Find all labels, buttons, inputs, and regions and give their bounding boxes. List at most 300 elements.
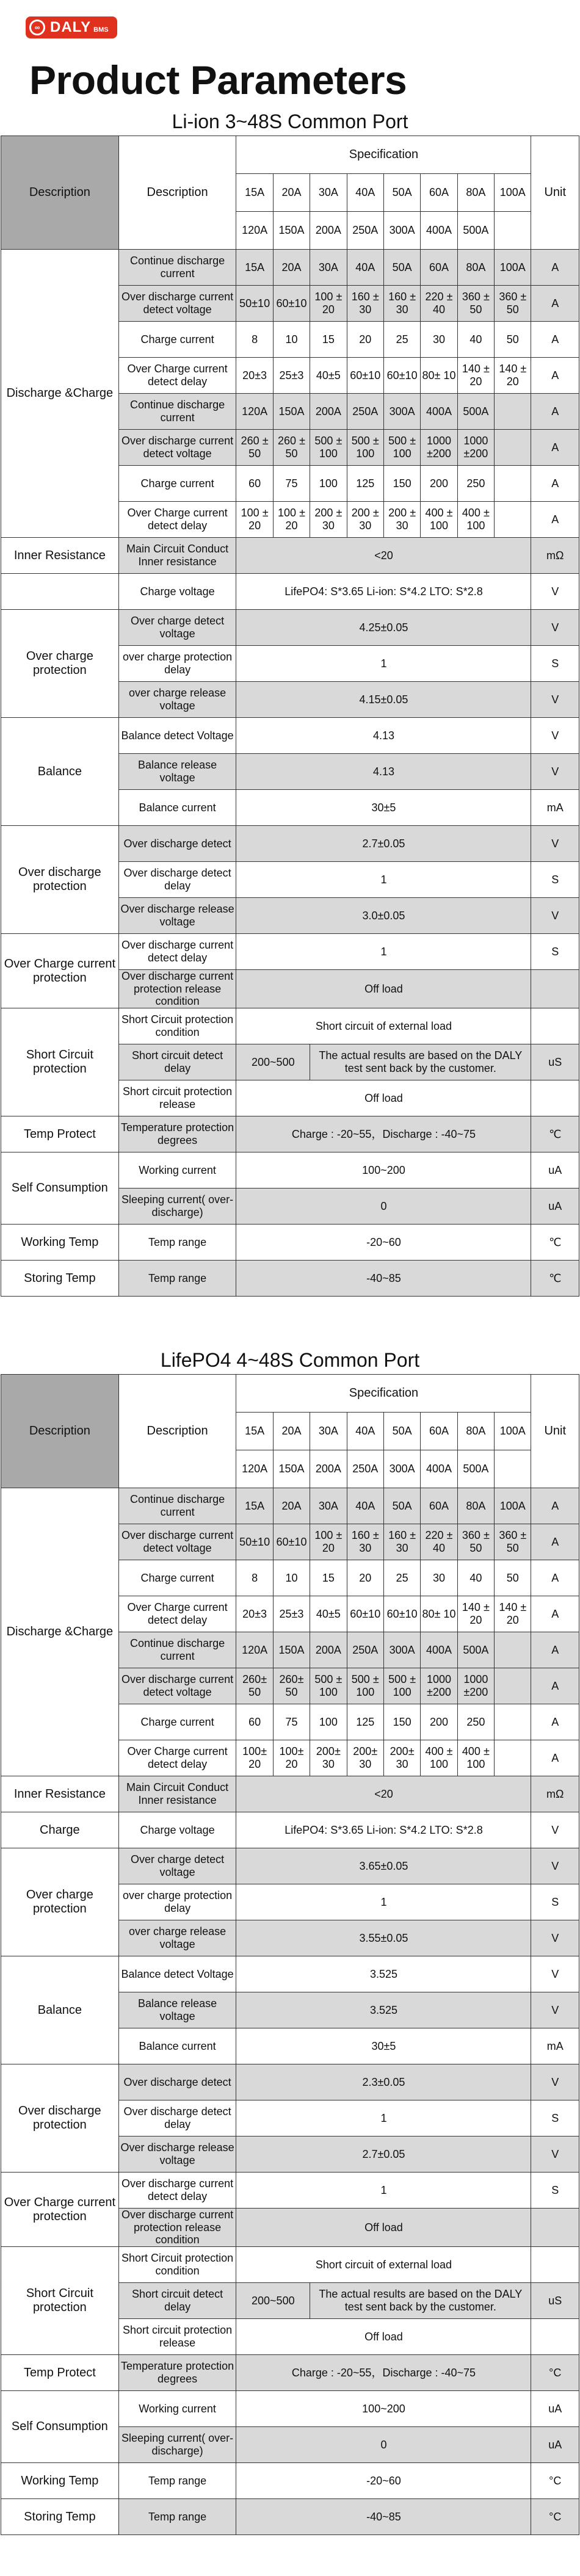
parameter-label: Over Charge current detect delay bbox=[118, 1596, 236, 1632]
parameter-value: <20 bbox=[236, 1776, 531, 1812]
description-header: Description bbox=[118, 136, 236, 250]
parameter-value: 4.25±0.05 bbox=[236, 610, 531, 646]
parameter-value: 15A bbox=[236, 1488, 273, 1524]
parameter-value: Short circuit of external load bbox=[236, 2247, 531, 2283]
parameter-label: Over discharge current detect voltage bbox=[118, 430, 236, 466]
table-row bbox=[1, 1812, 579, 1848]
parameter-label: over charge release voltage bbox=[118, 682, 236, 718]
parameter-value: 3.525 bbox=[236, 1992, 531, 2028]
unit-cell: V bbox=[531, 1848, 579, 1884]
parameter-label: Over discharge detect bbox=[118, 826, 236, 862]
parameter-label: Short circuit protection release bbox=[118, 1080, 236, 1116]
parameter-value: 15 bbox=[310, 322, 347, 358]
parameter-value: Off load bbox=[236, 2319, 531, 2355]
parameter-value: 60±10 bbox=[383, 1596, 420, 1632]
parameter-value: 4.15±0.05 bbox=[236, 682, 531, 718]
parameter-value: 60±10 bbox=[347, 1596, 383, 1632]
unit-cell: A bbox=[531, 286, 579, 322]
category-label: Storing Temp bbox=[1, 1261, 119, 1297]
current-rating: 30A bbox=[310, 174, 347, 212]
parameter-value: 125 bbox=[347, 466, 383, 502]
table-row bbox=[1, 610, 579, 646]
parameter-label: Temperature protection degrees bbox=[118, 1116, 236, 1152]
parameter-label: Continue discharge current bbox=[118, 250, 236, 286]
current-rating: 400A bbox=[421, 212, 457, 250]
unit-cell: V bbox=[531, 1812, 579, 1848]
parameter-label: Continue discharge current bbox=[118, 1632, 236, 1668]
parameter-value: 30±5 bbox=[236, 790, 531, 826]
parameter-value: 2.7±0.05 bbox=[236, 826, 531, 862]
parameter-value: 100± 20 bbox=[273, 1740, 310, 1776]
parameter-value: Off load bbox=[236, 2209, 531, 2247]
current-rating: 80A bbox=[457, 174, 494, 212]
unit-cell: A bbox=[531, 502, 579, 538]
parameter-value: 25 bbox=[383, 1560, 420, 1596]
current-rating: 60A bbox=[421, 1413, 457, 1450]
table-row bbox=[1, 1008, 579, 1044]
unit-cell: V bbox=[531, 2136, 579, 2173]
unit-cell bbox=[531, 2247, 579, 2283]
parameter-value: 360 ± 50 bbox=[495, 286, 531, 322]
parameter-label: Temperature protection degrees bbox=[118, 2355, 236, 2391]
parameter-value: 125 bbox=[347, 1704, 383, 1740]
parameter-value: 1 bbox=[236, 934, 531, 970]
parameter-value: 1 bbox=[236, 2173, 531, 2209]
parameter-label: Balance current bbox=[118, 790, 236, 826]
parameter-value: 120A bbox=[236, 1632, 273, 1668]
parameter-value: 40 bbox=[457, 322, 494, 358]
table-row bbox=[1, 934, 579, 970]
unit-cell: mΩ bbox=[531, 1776, 579, 1812]
parameter-value: 60±10 bbox=[273, 286, 310, 322]
daly-logo bbox=[26, 16, 117, 38]
table-row bbox=[1, 250, 579, 286]
current-rating: 120A bbox=[236, 212, 273, 250]
parameter-label: Over discharge detect delay bbox=[118, 862, 236, 898]
specification-header: Specification bbox=[236, 1375, 531, 1413]
parameter-value bbox=[495, 394, 531, 430]
parameter-value: 2.7±0.05 bbox=[236, 2136, 531, 2173]
parameter-value: 100 ± 20 bbox=[236, 502, 273, 538]
parameter-value: 250A bbox=[347, 394, 383, 430]
parameter-label: Main Circuit Conduct Inner resistance bbox=[118, 1776, 236, 1812]
parameter-value: 1000 ±200 bbox=[421, 430, 457, 466]
unit-cell: mA bbox=[531, 2028, 579, 2064]
parameter-value: 80A bbox=[457, 1488, 494, 1524]
unit-cell: S bbox=[531, 2173, 579, 2209]
category-label: Over discharge protection bbox=[1, 826, 119, 934]
table-row bbox=[1, 1225, 579, 1261]
parameter-value: 200 bbox=[421, 1704, 457, 1740]
parameter-value: 20 bbox=[347, 322, 383, 358]
parameter-value: 10 bbox=[273, 322, 310, 358]
parameter-label: Sleeping current( over-discharge) bbox=[118, 2427, 236, 2463]
current-rating: 50A bbox=[383, 1413, 420, 1450]
parameter-value: 220 ± 40 bbox=[421, 286, 457, 322]
table-row bbox=[1, 1261, 579, 1297]
current-rating: 15A bbox=[236, 1413, 273, 1450]
category-label: Over Charge current protection bbox=[1, 934, 119, 1008]
category-label: Over Charge current protection bbox=[1, 2173, 119, 2247]
parameter-value: 250 bbox=[457, 466, 494, 502]
parameter-value: 250A bbox=[347, 1632, 383, 1668]
parameter-value: 100A bbox=[495, 1488, 531, 1524]
unit-cell bbox=[531, 1008, 579, 1044]
current-rating: 20A bbox=[273, 1413, 310, 1450]
table-row bbox=[1, 2173, 579, 2209]
parameter-label: Charge current bbox=[118, 1704, 236, 1740]
parameter-label: Over discharge current protection release condition bbox=[118, 970, 236, 1008]
unit-cell: S bbox=[531, 2100, 579, 2136]
parameter-value: 10 bbox=[273, 1560, 310, 1596]
parameter-value: 50 bbox=[495, 1560, 531, 1596]
unit-cell: uA bbox=[531, 1189, 579, 1225]
parameter-label: Over discharge current detect delay bbox=[118, 934, 236, 970]
parameter-value: 60 bbox=[236, 466, 273, 502]
parameter-value: 1 bbox=[236, 1884, 531, 1920]
description-header: Description bbox=[1, 1375, 119, 1488]
parameter-value: 200A bbox=[310, 1632, 347, 1668]
unit-cell: V bbox=[531, 1956, 579, 1992]
current-rating: 80A bbox=[457, 1413, 494, 1450]
logo-sub: BMS bbox=[93, 26, 109, 34]
unit-cell: S bbox=[531, 862, 579, 898]
spec-section-liion bbox=[0, 107, 580, 1297]
unit-cell: A bbox=[531, 1668, 579, 1704]
parameter-value: 20A bbox=[273, 250, 310, 286]
current-rating: 250A bbox=[347, 1450, 383, 1488]
parameter-value: 2.3±0.05 bbox=[236, 2064, 531, 2100]
unit-cell: V bbox=[531, 682, 579, 718]
parameter-label: Sleeping current( over-discharge) bbox=[118, 1189, 236, 1225]
unit-cell: S bbox=[531, 934, 579, 970]
specification-header: Specification bbox=[236, 136, 531, 174]
parameter-value: 400 ± 100 bbox=[421, 1740, 457, 1776]
parameter-label: Over Charge current detect delay bbox=[118, 358, 236, 394]
parameter-value: Short circuit of external load bbox=[236, 1008, 531, 1044]
parameter-value: 1 bbox=[236, 646, 531, 682]
unit-cell: A bbox=[531, 1632, 579, 1668]
parameter-value: 100 ± 20 bbox=[310, 286, 347, 322]
parameter-label: Short circuit detect delay bbox=[118, 1044, 236, 1080]
parameter-value: 150 bbox=[383, 1704, 420, 1740]
current-rating: 200A bbox=[310, 1450, 347, 1488]
current-rating: 150A bbox=[273, 1450, 310, 1488]
table-row bbox=[1, 1152, 579, 1189]
category-label: Over charge protection bbox=[1, 610, 119, 718]
parameter-value: 8 bbox=[236, 322, 273, 358]
parameter-value: 200 ± 30 bbox=[383, 502, 420, 538]
unit-cell: V bbox=[531, 1992, 579, 2028]
parameter-value: 30A bbox=[310, 1488, 347, 1524]
unit-cell: V bbox=[531, 574, 579, 610]
current-rating bbox=[495, 1450, 531, 1488]
parameter-label: over charge protection delay bbox=[118, 646, 236, 682]
parameter-value bbox=[495, 1740, 531, 1776]
parameter-label: Short Circuit protection condition bbox=[118, 1008, 236, 1044]
delay-range: 200~500 bbox=[236, 2283, 310, 2319]
parameter-value: 400A bbox=[421, 1632, 457, 1668]
parameter-value: Charge : -20~55，Discharge : -40~75 bbox=[236, 1116, 531, 1152]
parameter-value: -40~85 bbox=[236, 2499, 531, 2535]
current-rating: 300A bbox=[383, 212, 420, 250]
parameter-value: 200 bbox=[421, 466, 457, 502]
parameter-value: 25 bbox=[383, 322, 420, 358]
unit-cell: V bbox=[531, 898, 579, 934]
parameter-label: Over discharge current detect voltage bbox=[118, 1668, 236, 1704]
parameter-value: 0 bbox=[236, 1189, 531, 1225]
unit-cell: V bbox=[531, 610, 579, 646]
table-row bbox=[1, 574, 579, 610]
parameter-label: Over discharge release voltage bbox=[118, 2136, 236, 2173]
unit-cell: A bbox=[531, 1488, 579, 1524]
parameter-value: 50 bbox=[495, 322, 531, 358]
parameter-value: 140 ± 20 bbox=[495, 1596, 531, 1632]
parameter-label: Over discharge current detect delay bbox=[118, 2173, 236, 2209]
unit-cell bbox=[531, 2209, 579, 2247]
parameter-value: -40~85 bbox=[236, 1261, 531, 1297]
parameter-value: 500 ± 100 bbox=[310, 430, 347, 466]
parameter-value bbox=[495, 502, 531, 538]
parameter-value: 100 bbox=[310, 1704, 347, 1740]
category-discharge-charge: Discharge &Charge bbox=[1, 250, 119, 538]
parameter-label: Balance release voltage bbox=[118, 754, 236, 790]
parameter-value: 3.0±0.05 bbox=[236, 898, 531, 934]
parameter-label: Over discharge release voltage bbox=[118, 898, 236, 934]
parameter-value: 400 ± 100 bbox=[457, 502, 494, 538]
parameter-value: 40A bbox=[347, 250, 383, 286]
parameter-label: Short Circuit protection condition bbox=[118, 2247, 236, 2283]
current-rating: 300A bbox=[383, 1450, 420, 1488]
parameter-value: 500 ± 100 bbox=[347, 1668, 383, 1704]
page-title: Product Parameters bbox=[29, 57, 407, 103]
unit-cell: A bbox=[531, 322, 579, 358]
parameter-value: <20 bbox=[236, 538, 531, 574]
unit-cell: S bbox=[531, 646, 579, 682]
parameter-label: Over discharge current detect voltage bbox=[118, 286, 236, 322]
table-row bbox=[1, 1488, 579, 1524]
unit-cell: uA bbox=[531, 2391, 579, 2427]
description-header: Description bbox=[1, 136, 119, 250]
unit-cell: S bbox=[531, 1884, 579, 1920]
parameter-value: 360 ± 50 bbox=[457, 1524, 494, 1560]
parameter-value: 100± 20 bbox=[236, 1740, 273, 1776]
parameter-value: 15A bbox=[236, 250, 273, 286]
parameter-value bbox=[495, 1668, 531, 1704]
parameter-value: Off load bbox=[236, 1080, 531, 1116]
parameter-value: 150A bbox=[273, 394, 310, 430]
unit-cell: °C bbox=[531, 2355, 579, 2391]
parameter-label: Charge current bbox=[118, 322, 236, 358]
parameter-value: 20±3 bbox=[236, 1596, 273, 1632]
current-rating: 100A bbox=[495, 1413, 531, 1450]
unit-cell: uS bbox=[531, 2283, 579, 2319]
parameter-label: Working current bbox=[118, 1152, 236, 1189]
current-rating: 500A bbox=[457, 212, 494, 250]
parameter-value: 15 bbox=[310, 1560, 347, 1596]
parameter-value: 250 bbox=[457, 1704, 494, 1740]
category-label: Charge bbox=[1, 1812, 119, 1848]
current-rating: 100A bbox=[495, 174, 531, 212]
parameter-value: 20 bbox=[347, 1560, 383, 1596]
parameter-value: 400A bbox=[421, 394, 457, 430]
parameter-value: 500 ± 100 bbox=[383, 430, 420, 466]
unit-cell: A bbox=[531, 1740, 579, 1776]
table-row bbox=[1, 2463, 579, 2499]
parameter-value: 4.13 bbox=[236, 718, 531, 754]
parameter-value: 300A bbox=[383, 1632, 420, 1668]
parameter-value: 200± 30 bbox=[310, 1740, 347, 1776]
parameter-value: 500 ± 100 bbox=[310, 1668, 347, 1704]
parameter-value: 150 bbox=[383, 466, 420, 502]
parameter-value: 500A bbox=[457, 394, 494, 430]
current-rating: 40A bbox=[347, 1413, 383, 1450]
customer-note: The actual results are based on the DALY test sent back by the customer. bbox=[310, 2283, 531, 2319]
current-rating: 15A bbox=[236, 174, 273, 212]
table-row bbox=[1, 1848, 579, 1884]
delay-range: 200~500 bbox=[236, 1044, 310, 1080]
parameter-value: LifePO4: S*3.65 Li-ion: S*4.2 LTO: S*2.8 bbox=[236, 574, 531, 610]
unit-cell: A bbox=[531, 394, 579, 430]
parameter-value: 500 ± 100 bbox=[347, 430, 383, 466]
current-rating: 20A bbox=[273, 174, 310, 212]
parameter-value: 60±10 bbox=[273, 1524, 310, 1560]
parameter-label: over charge protection delay bbox=[118, 1884, 236, 1920]
parameter-value: 360 ± 50 bbox=[457, 286, 494, 322]
table-row bbox=[1, 1956, 579, 1992]
unit-cell: ℃ bbox=[531, 1225, 579, 1261]
category-label: Temp Protect bbox=[1, 1116, 119, 1152]
parameter-value bbox=[495, 1632, 531, 1668]
parameter-value: 75 bbox=[273, 466, 310, 502]
parameter-value: 500 ± 100 bbox=[383, 1668, 420, 1704]
unit-cell bbox=[531, 1080, 579, 1116]
parameter-value bbox=[495, 430, 531, 466]
parameter-label: Charge voltage bbox=[118, 1812, 236, 1848]
parameter-value: 3.525 bbox=[236, 1956, 531, 1992]
parameter-value: 80± 10 bbox=[421, 1596, 457, 1632]
unit-cell: °C bbox=[531, 2499, 579, 2535]
parameter-value: 260± 50 bbox=[236, 1668, 273, 1704]
unit-cell: A bbox=[531, 1704, 579, 1740]
parameter-value: -20~60 bbox=[236, 2463, 531, 2499]
parameter-value: 50±10 bbox=[236, 1524, 273, 1560]
table-row bbox=[1, 2391, 579, 2427]
category-label: Self Consumption bbox=[1, 1152, 119, 1225]
category-label: Over charge protection bbox=[1, 1848, 119, 1956]
category-label: Short Circuit protection bbox=[1, 2247, 119, 2355]
parameter-label: Working current bbox=[118, 2391, 236, 2427]
unit-cell: A bbox=[531, 466, 579, 502]
unit-cell: ℃ bbox=[531, 1116, 579, 1152]
parameter-value: 20A bbox=[273, 1488, 310, 1524]
parameter-value: 200± 30 bbox=[383, 1740, 420, 1776]
parameter-value: 3.55±0.05 bbox=[236, 1920, 531, 1956]
unit-header: Unit bbox=[531, 1375, 579, 1488]
parameter-value: 60A bbox=[421, 1488, 457, 1524]
current-rating: 400A bbox=[421, 1450, 457, 1488]
category-discharge-charge: Discharge &Charge bbox=[1, 1488, 119, 1776]
current-rating bbox=[495, 212, 531, 250]
category-label bbox=[1, 574, 119, 610]
parameter-value: 400 ± 100 bbox=[421, 502, 457, 538]
parameter-value: 140 ± 20 bbox=[495, 358, 531, 394]
unit-cell: V bbox=[531, 2064, 579, 2100]
customer-note: The actual results are based on the DALY test sent back by the customer. bbox=[310, 1044, 531, 1080]
parameter-label: Main Circuit Conduct Inner resistance bbox=[118, 538, 236, 574]
table-row bbox=[1, 826, 579, 862]
parameter-label: Balance detect Voltage bbox=[118, 718, 236, 754]
parameter-value: 60±10 bbox=[347, 358, 383, 394]
current-rating: 250A bbox=[347, 212, 383, 250]
description-header: Description bbox=[118, 1375, 236, 1488]
spec-table bbox=[1, 1374, 579, 2535]
parameter-label: Charge current bbox=[118, 1560, 236, 1596]
parameter-value: 200A bbox=[310, 394, 347, 430]
parameter-value: 80± 10 bbox=[421, 358, 457, 394]
parameter-value: 8 bbox=[236, 1560, 273, 1596]
parameter-value: 100~200 bbox=[236, 1152, 531, 1189]
parameter-label: Over discharge current detect voltage bbox=[118, 1524, 236, 1560]
category-label: Over discharge protection bbox=[1, 2064, 119, 2173]
parameter-value: Charge : -20~55，Discharge : -40~75 bbox=[236, 2355, 531, 2391]
parameter-value: 50±10 bbox=[236, 286, 273, 322]
parameter-label: Temp range bbox=[118, 1261, 236, 1297]
current-rating: 30A bbox=[310, 1413, 347, 1450]
parameter-label: Balance release voltage bbox=[118, 1992, 236, 2028]
parameter-value: 150A bbox=[273, 1632, 310, 1668]
parameter-label: Temp range bbox=[118, 2499, 236, 2535]
parameter-value: 30 bbox=[421, 322, 457, 358]
unit-cell: V bbox=[531, 826, 579, 862]
unit-cell: V bbox=[531, 718, 579, 754]
parameter-label: Over charge detect voltage bbox=[118, 610, 236, 646]
current-rating: 150A bbox=[273, 212, 310, 250]
parameter-label: Short circuit protection release bbox=[118, 2319, 236, 2355]
parameter-value: 1 bbox=[236, 862, 531, 898]
table-row bbox=[1, 718, 579, 754]
parameter-value: 40±5 bbox=[310, 1596, 347, 1632]
parameter-label: Over charge detect voltage bbox=[118, 1848, 236, 1884]
category-label: Working Temp bbox=[1, 2463, 119, 2499]
parameter-value: 220 ± 40 bbox=[421, 1524, 457, 1560]
parameter-value: -20~60 bbox=[236, 1225, 531, 1261]
parameter-value: Off load bbox=[236, 970, 531, 1008]
parameter-value: 60 bbox=[236, 1704, 273, 1740]
parameter-value: 75 bbox=[273, 1704, 310, 1740]
unit-cell: A bbox=[531, 250, 579, 286]
table-row bbox=[1, 2064, 579, 2100]
parameter-label: over charge release voltage bbox=[118, 1920, 236, 1956]
parameter-value: 50A bbox=[383, 1488, 420, 1524]
parameter-value: 80A bbox=[457, 250, 494, 286]
parameter-value: 200± 30 bbox=[347, 1740, 383, 1776]
parameter-value: 260± 50 bbox=[273, 1668, 310, 1704]
unit-cell: mA bbox=[531, 790, 579, 826]
parameter-value: 200 ± 30 bbox=[347, 502, 383, 538]
spec-table bbox=[1, 136, 579, 1297]
parameter-value: 160 ± 30 bbox=[383, 1524, 420, 1560]
parameter-value: 100 bbox=[310, 466, 347, 502]
parameter-value: 120A bbox=[236, 394, 273, 430]
parameter-value: 1000 ±200 bbox=[457, 1668, 494, 1704]
parameter-value: 360 ± 50 bbox=[495, 1524, 531, 1560]
parameter-value: 140 ± 20 bbox=[457, 1596, 494, 1632]
parameter-value: LifePO4: S*3.65 Li-ion: S*4.2 LTO: S*2.8 bbox=[236, 1812, 531, 1848]
current-rating: 60A bbox=[421, 174, 457, 212]
parameter-value: 140 ± 20 bbox=[457, 358, 494, 394]
parameter-value: 100 ± 20 bbox=[273, 502, 310, 538]
